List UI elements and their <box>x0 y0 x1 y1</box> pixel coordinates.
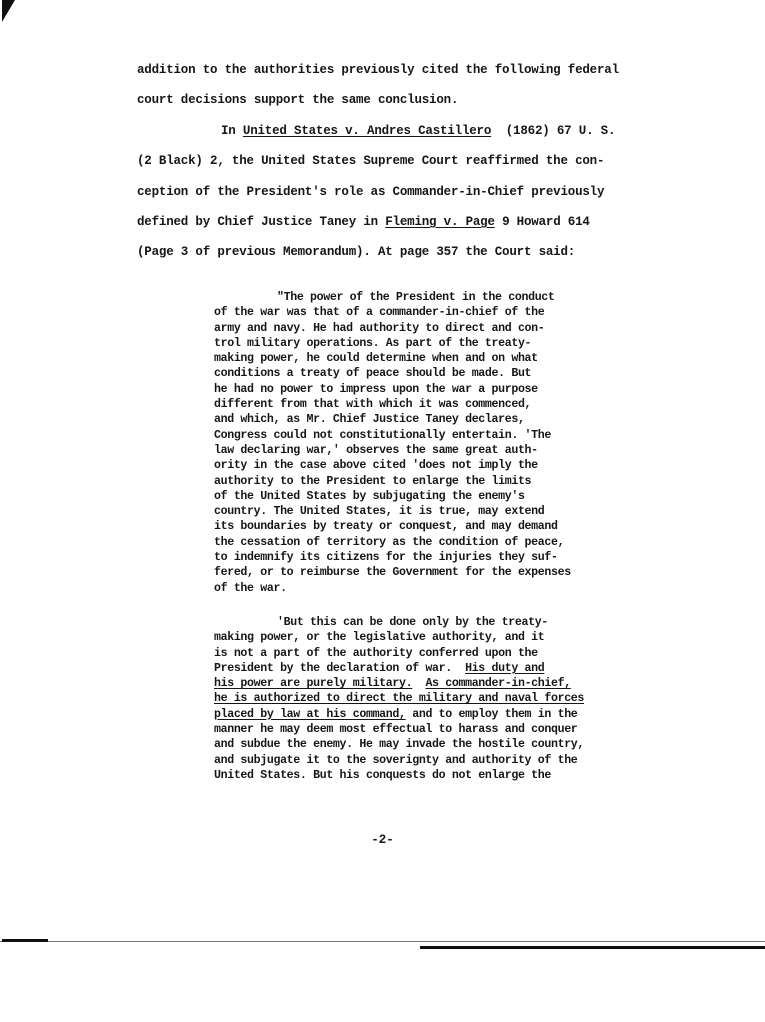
body-text: In <box>221 123 243 138</box>
body-text: 9 Howard 614 <box>494 215 590 230</box>
quote-line: law declaring war,' observes the same great auth- <box>214 443 538 457</box>
body-paragraphs <box>137 55 697 268</box>
underlined-passage: His duty and <box>465 661 545 675</box>
quote-line: and which, as Mr. Chief Justice Taney declares, <box>214 413 525 427</box>
quote-line: of the war was that of a commander-in-chief of the <box>214 306 545 320</box>
quote-line: its boundaries by treaty or conquest, and may demand <box>214 520 558 534</box>
paragraph-gap <box>214 596 684 615</box>
quote-text <box>412 677 425 690</box>
quote-text: and to employ them in the <box>405 707 578 721</box>
quote-line: Congress could not constitutionally entertain. 'The <box>214 428 551 442</box>
body-line: addition to the authorities previously cited the following federal <box>137 63 619 77</box>
page-number: -2- <box>371 833 394 847</box>
body-line: (Page 3 of previous Memorandum). At page 357 the Court said: <box>137 245 576 260</box>
case-name-castillero: United States v. Andres Castillero <box>242 123 492 138</box>
quote-line: fered, or to reimburse the Government for the expenses <box>214 566 571 580</box>
quote-line: and subdue the enemy. He may invade the hostile country, <box>214 738 585 752</box>
quote-line: manner he may deem most effectual to harass and conquer <box>214 723 578 737</box>
scan-dash <box>2 939 48 942</box>
body-line <box>137 207 697 237</box>
case-name-fleming: Fleming v. Page <box>385 215 495 230</box>
body-text: (1862) 67 U. S. <box>491 123 616 138</box>
body-text: defined by Chief Justice Taney in <box>137 215 386 230</box>
quote-line: he had no power to impress upon the war a purpose <box>214 382 538 396</box>
quote-line: different from that with which it was commenced, <box>214 398 532 412</box>
underlined-passage: his power are purely military. <box>214 677 413 691</box>
body-line: (2 Black) 2, the United States Supreme Court reaffirmed the con- <box>137 154 605 169</box>
quote-line <box>214 676 684 691</box>
body-line <box>137 116 697 146</box>
quote-line: of the war. <box>214 581 287 595</box>
quote-text: President by the declaration of war. <box>214 661 466 675</box>
underlined-passage: placed by law at his command, <box>214 707 406 721</box>
quote-line: making power, or the legislative authority, and it <box>214 631 545 645</box>
quote-line: trol military operations. As part of the treaty- <box>214 336 532 350</box>
quote-line: conditions a treaty of peace should be made. But <box>214 367 532 381</box>
quote-line: the cessation of territory as the condition of peace, <box>214 535 565 549</box>
quote-line: and subjugate it to the soverignty and authority of the <box>214 753 578 767</box>
scan-artifact-line <box>0 938 765 950</box>
body-line: court decisions support the same conclusion. <box>137 93 459 108</box>
scan-thin-line <box>0 941 765 942</box>
corner-mark <box>2 0 19 22</box>
quote-line: United States. But his conquests do not enlarge the <box>214 768 551 782</box>
block-quote <box>214 290 684 783</box>
quote-line: is not a part of the authority conferred upon the <box>214 646 538 660</box>
body-line: ception of the President's role as Commander-in-Chief previously <box>137 184 605 199</box>
scan-thick-line <box>420 946 765 949</box>
quote-line <box>214 707 684 722</box>
quote-line: army and navy. He had authority to direct and con- <box>214 321 545 335</box>
underlined-passage: he is authorized to direct the military and naval forces <box>214 692 585 706</box>
quote-line: to indemnify its citizens for the injuries they suf- <box>214 551 558 565</box>
quote-line: making power, he could determine when and on what <box>214 352 538 366</box>
quote-line <box>214 661 684 676</box>
quote-line: "The power of the President in the conduct <box>277 291 555 304</box>
quote-line: country. The United States, it is true, may extend <box>214 505 545 519</box>
quote-line: authority to the President to enlarge the limits <box>214 474 532 488</box>
quote-line: 'But this can be done only by the treaty- <box>277 615 548 629</box>
underlined-passage: As commander-in-chief, <box>425 677 571 691</box>
quote-line <box>214 691 684 706</box>
quote-line: of the United States by subjugating the enemy's <box>214 489 525 503</box>
quote-line: ority in the case above cited 'does not imply the <box>214 459 538 473</box>
